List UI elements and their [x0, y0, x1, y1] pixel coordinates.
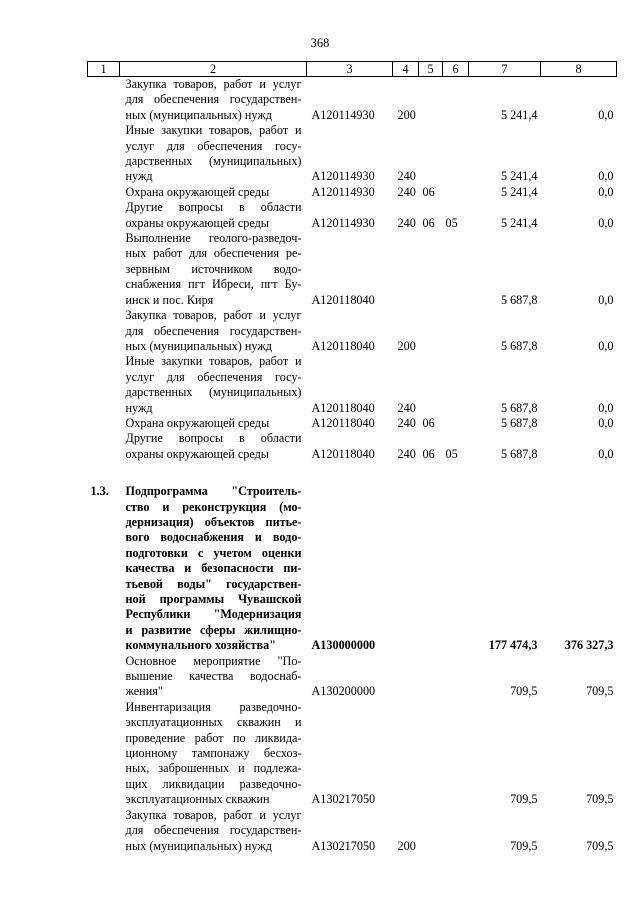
row-name-line: зервным источником водо- — [125, 261, 302, 276]
amount-col-7: 177 474,3 — [488, 638, 538, 653]
amount-col-7: 5 687,8 — [500, 446, 538, 461]
row-name-line: Другие вопросы в области — [125, 431, 302, 446]
expense-type — [393, 654, 419, 700]
table-row — [88, 431, 617, 462]
row-name — [120, 77, 307, 124]
row-name-line: дернизация) объектов питье- — [125, 514, 302, 529]
expense-type: 200 — [397, 838, 416, 853]
row-name — [120, 308, 307, 354]
row-name — [120, 654, 307, 700]
row-name-line: услуг для обеспечения госу- — [125, 369, 302, 384]
section-code: 06 — [422, 415, 435, 430]
amount-col-8: 0,0 — [598, 338, 614, 353]
row-name-line: щих ликвидации разведочно- — [125, 776, 302, 791]
section-code — [419, 354, 443, 416]
row-name — [120, 700, 307, 808]
row-name-line: Охрана окружающей среды — [125, 415, 270, 430]
row-number — [88, 700, 120, 808]
table-row — [88, 484, 617, 653]
table-row — [88, 200, 617, 231]
expense-type: 200 — [397, 338, 416, 353]
amount-col-7: 709,5 — [510, 838, 538, 853]
header-col-4: 4 — [393, 62, 419, 77]
row-name — [120, 231, 307, 308]
row-name-line: для обеспечения государствен- — [125, 92, 302, 107]
subsection-code: 05 — [445, 446, 458, 461]
section-code — [419, 308, 443, 354]
amount-col-7: 5 687,8 — [500, 415, 538, 430]
row-name-line: Иные закупки товаров, работ и — [125, 354, 302, 369]
row-name-line: Закупка товаров, работ и услуг — [125, 77, 302, 91]
row-name-line: жения" — [125, 684, 163, 699]
amount-col-8: 376 327,3 — [564, 638, 614, 653]
amount-col-7: 5 241,4 — [500, 169, 538, 184]
subsection-code — [443, 484, 469, 653]
row-name-line: охраны окружающей среды — [125, 215, 269, 230]
row-number — [88, 200, 120, 231]
expense-type: 240 — [397, 400, 416, 415]
section-code — [419, 808, 443, 854]
section-code — [419, 231, 443, 308]
row-name-line: подготовки с учетом оценки — [125, 545, 302, 560]
row-name — [120, 416, 307, 431]
row-name-line: ных работ для обеспечения ре- — [125, 246, 302, 261]
row-number — [88, 354, 120, 416]
subsection-code — [443, 354, 469, 416]
amount-col-8: 0,0 — [598, 215, 614, 230]
row-name-line: Выполнение геолого-разведоч- — [125, 231, 302, 246]
target-code: А120114930 — [311, 107, 375, 122]
amount-col-7: 5 241,4 — [500, 107, 538, 122]
section-code — [419, 123, 443, 185]
table-row — [88, 654, 617, 700]
row-name-line: нужд — [125, 169, 153, 184]
row-name-line: Закупка товаров, работ и услуг — [125, 308, 302, 323]
row-name — [120, 808, 307, 854]
header-col-5: 5 — [419, 62, 443, 77]
amount-col-8: 0,0 — [598, 400, 614, 415]
section-code — [419, 484, 443, 653]
target-code: А120118040 — [311, 338, 375, 353]
subsection-code — [443, 231, 469, 308]
target-code: А120114930 — [311, 184, 375, 199]
table-row — [88, 185, 617, 200]
row-number — [88, 77, 120, 124]
amount-col-8: 0,0 — [598, 107, 614, 122]
amount-col-8: 0,0 — [598, 415, 614, 430]
row-name — [120, 123, 307, 185]
amount-col-7: 5 241,4 — [500, 184, 538, 199]
row-name-line: коммунального хозяйства" — [125, 638, 276, 653]
amount-col-8: 709,5 — [586, 792, 614, 807]
expense-type — [393, 231, 419, 308]
section-code: 06 — [422, 215, 435, 230]
row-number — [88, 416, 120, 431]
row-name-line: ной программы Чувашской — [125, 592, 302, 606]
amount-col-7: 5 687,8 — [500, 400, 538, 415]
expense-type: 240 — [397, 446, 416, 461]
expense-type: 240 — [397, 415, 416, 430]
section-code: 06 — [422, 184, 435, 199]
row-name-line: и развитие сферы жилищно- — [125, 622, 302, 637]
subsection-code — [443, 185, 469, 200]
expense-type: 200 — [397, 107, 416, 122]
header-col-6: 6 — [443, 62, 469, 77]
row-name-line: дарственных (муниципальных) — [125, 154, 302, 169]
target-code: А130217050 — [311, 792, 376, 807]
row-name-line: для обеспечения государствен- — [125, 323, 302, 338]
target-code: А120118040 — [311, 292, 375, 307]
subsection-code — [443, 654, 469, 700]
expense-type: 240 — [397, 169, 416, 184]
expense-type — [393, 700, 419, 808]
subsection-code: 05 — [445, 215, 458, 230]
row-name-line: ство и реконструкция (мо- — [125, 499, 302, 514]
row-name-line: тьевой воды" государствен- — [125, 576, 302, 591]
amount-col-7: 5 241,4 — [500, 215, 538, 230]
row-name-line: ных, заброшенных и подлежа- — [125, 761, 302, 776]
target-code: А120118040 — [311, 400, 375, 415]
row-name-line: вышение качества водоснаб- — [125, 669, 302, 684]
row-name-line: ных (муниципальных) нужд — [125, 107, 272, 122]
table-row — [88, 354, 617, 416]
amount-col-8: 709,5 — [586, 684, 614, 699]
subsection-code — [443, 77, 469, 124]
header-col-1: 1 — [88, 62, 120, 77]
row-name — [120, 431, 307, 462]
expense-type — [393, 484, 419, 653]
subsection-code — [443, 123, 469, 185]
row-name-line: для обеспечения государствен- — [125, 823, 302, 838]
row-name-line: Иные закупки товаров, работ и — [125, 123, 302, 138]
budget-table — [87, 61, 617, 854]
section-code — [419, 654, 443, 700]
target-code: А130217050 — [311, 838, 376, 853]
row-name-line: дарственных (муниципальных) — [125, 385, 302, 400]
table-row — [88, 231, 617, 308]
row-name-line: проведение работ по ликвида- — [125, 730, 302, 745]
table-row — [88, 808, 617, 854]
target-code: А120114930 — [311, 215, 375, 230]
table-row — [88, 308, 617, 354]
page-number: 368 — [310, 36, 330, 50]
section-code — [419, 700, 443, 808]
subsection-code — [443, 308, 469, 354]
row-name-line: инск и пос. Киря — [125, 292, 214, 307]
row-name-line: Охрана окружающей среды — [125, 184, 270, 199]
header-col-2: 2 — [120, 62, 307, 77]
row-name-line: нужд — [125, 400, 153, 415]
row-name — [120, 354, 307, 416]
section-code — [419, 77, 443, 124]
section-code: 06 — [422, 446, 435, 461]
table-body — [88, 77, 617, 854]
amount-col-8: 0,0 — [598, 169, 614, 184]
table-row — [88, 416, 617, 431]
amount-col-7: 5 687,8 — [500, 338, 538, 353]
row-name-line: Инвентаризация разведочно- — [125, 699, 302, 714]
subsection-code — [443, 700, 469, 808]
row-name-line: вого водоснабжения и водо- — [125, 530, 302, 545]
row-name-line: Подпрограмма "Строитель- — [125, 484, 302, 499]
row-number — [88, 231, 120, 308]
row-number: 1.3. — [90, 484, 109, 499]
amount-col-7: 5 687,8 — [500, 292, 538, 307]
row-number — [88, 185, 120, 200]
target-code: А130200000 — [311, 684, 376, 699]
table-row — [88, 700, 617, 808]
row-number — [88, 654, 120, 700]
row-number — [88, 431, 120, 462]
amount-col-8: 0,0 — [598, 446, 614, 461]
table-header-row — [88, 62, 617, 77]
row-name-line: Закупка товаров, работ и услуг — [125, 807, 302, 822]
row-name — [120, 185, 307, 200]
table-row — [88, 123, 617, 185]
expense-type: 240 — [397, 184, 416, 199]
header-col-3: 3 — [307, 62, 393, 77]
subsection-code — [443, 808, 469, 854]
expense-type: 240 — [397, 215, 416, 230]
section-spacer — [88, 462, 617, 484]
row-number — [88, 308, 120, 354]
target-code: А130000000 — [311, 638, 376, 653]
subsection-code — [443, 416, 469, 431]
row-name — [120, 484, 307, 653]
row-number — [88, 808, 120, 854]
row-name — [120, 200, 307, 231]
row-name-line: ционному тампонажу бесхоз- — [125, 746, 302, 761]
header-col-7: 7 — [469, 62, 541, 77]
table-row — [88, 77, 617, 124]
row-name-line: Республики "Модернизация — [125, 607, 302, 622]
amount-col-7: 709,5 — [510, 792, 538, 807]
target-code: А120118040 — [311, 446, 375, 461]
row-name-line: ных (муниципальных) нужд — [125, 838, 272, 853]
row-name-line: Основное мероприятие "По- — [125, 653, 302, 668]
row-name-line: ных (муниципальных) нужд — [125, 338, 272, 353]
row-name-line: эксплуатационных скважин и — [125, 715, 302, 730]
row-name-line: охраны окружающей среды — [125, 446, 269, 461]
header-col-8: 8 — [541, 62, 617, 77]
row-name-line: эксплуатационных скважин — [125, 792, 270, 807]
amount-col-8: 0,0 — [598, 184, 614, 199]
row-name-line: снабжения пгт Ибреси, пгт Бу- — [125, 277, 302, 292]
amount-col-7: 709,5 — [510, 684, 538, 699]
target-code: А120114930 — [311, 169, 375, 184]
amount-col-8: 0,0 — [598, 292, 614, 307]
row-name-line: услуг для обеспечения госу- — [125, 138, 302, 153]
row-name-line: качества и безопасности пи- — [125, 561, 302, 576]
row-name-line: Другие вопросы в области — [125, 200, 302, 215]
amount-col-8: 709,5 — [586, 838, 614, 853]
row-number — [88, 123, 120, 185]
target-code: А120118040 — [311, 415, 375, 430]
